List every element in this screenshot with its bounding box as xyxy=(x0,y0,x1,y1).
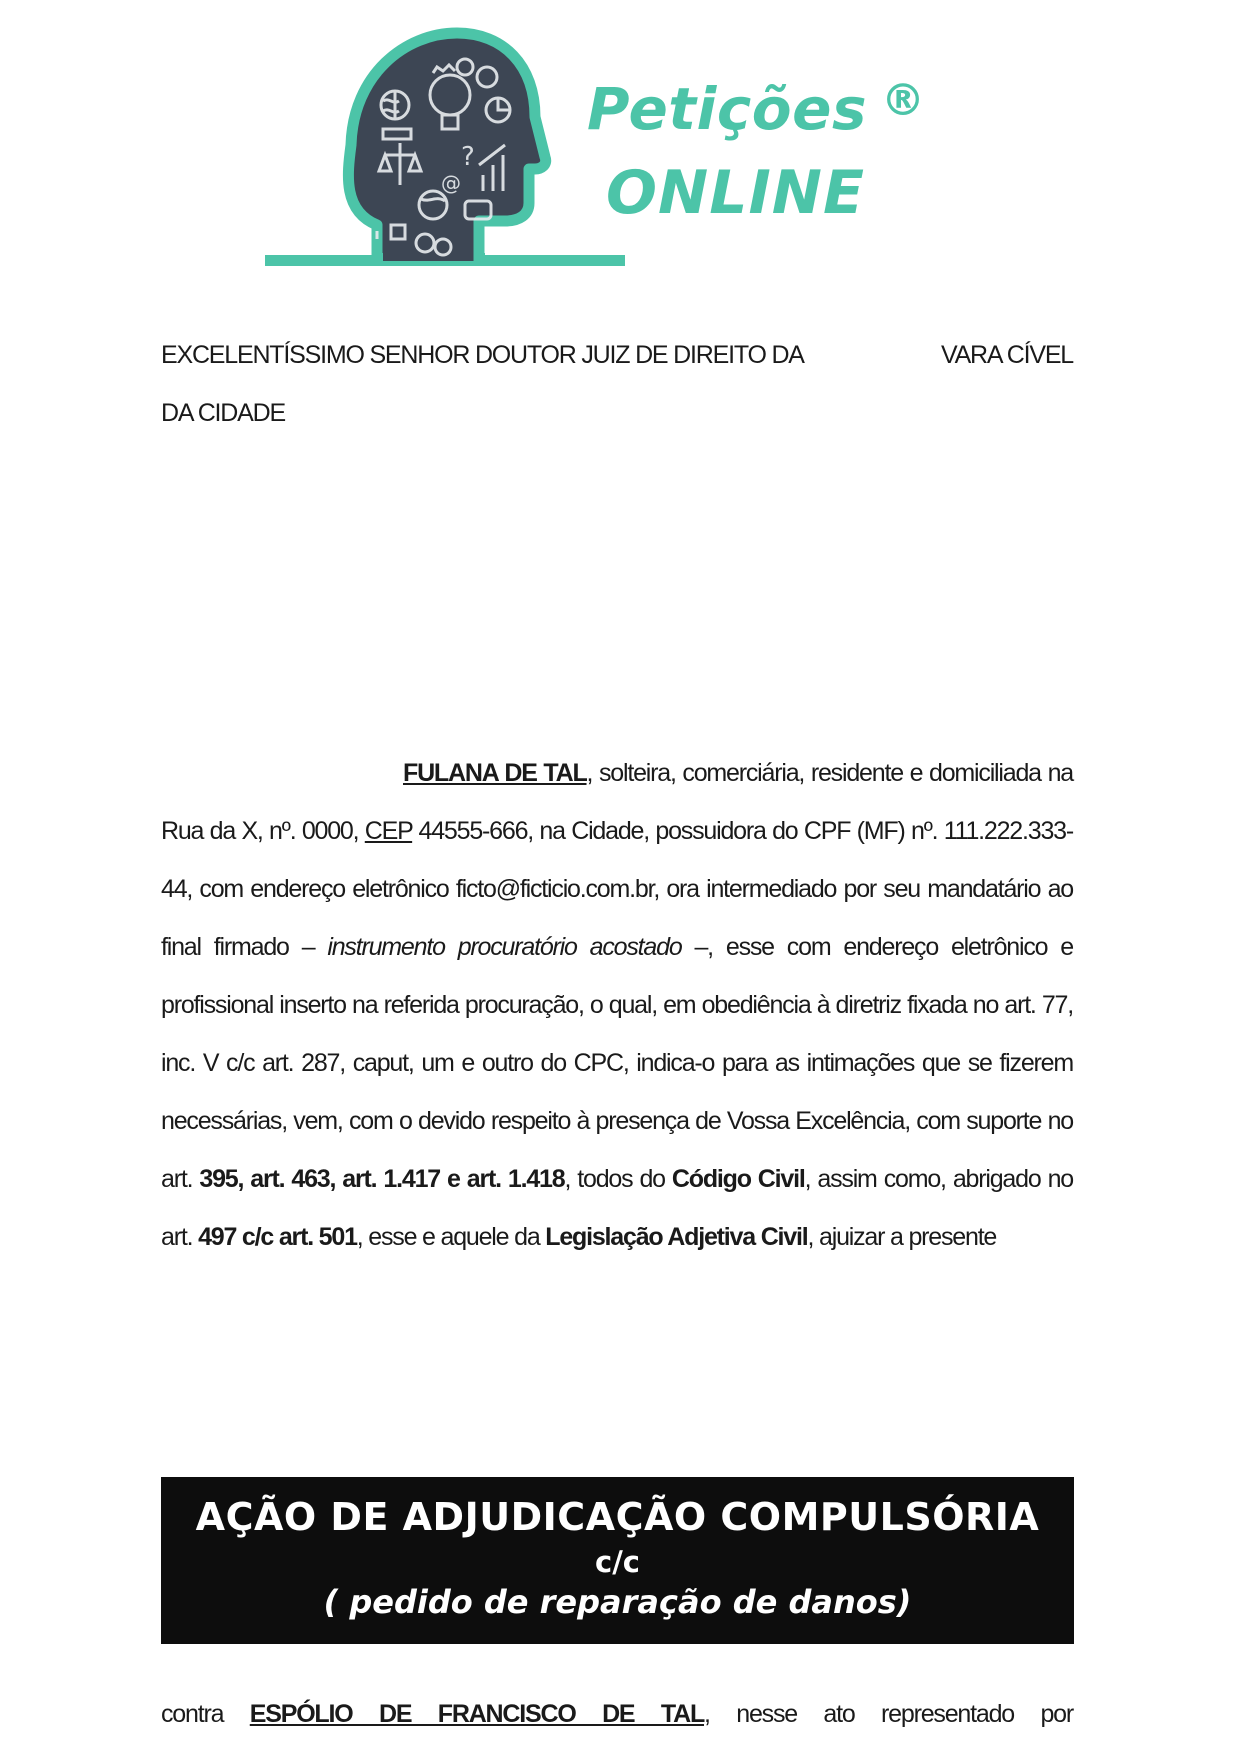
paragraph-text: –, esse com endereço eletrônico e profissional inserto na referida procuração, o qual, em obediência à diretriz fixada no art. 77, inc. V c/c art. 287, caput, um e outro do CPC, indica-o para as intimações que se fizerem necessárias, vem, com o devido respeito à presença de Vossa Excelência, com suporte no art. xyxy=(161,933,1074,1193)
plaintiff-name: FULANA DE TAL xyxy=(403,759,587,787)
defendant-prefix: contra xyxy=(161,1700,250,1728)
paragraph-text: , assim como, abrigado no art. xyxy=(161,1165,1073,1251)
defendant-line xyxy=(161,1700,1073,1729)
addressee-judge: EXCELENTÍSSIMO SENHOR DOUTOR JUIZ DE DIREITO DA xyxy=(161,341,804,369)
legislacao-adjetiva: Legislação Adjetiva Civil xyxy=(545,1223,808,1251)
addressee xyxy=(161,326,1073,442)
registered-mark: ® xyxy=(880,75,926,126)
svg-text:?: ? xyxy=(461,142,475,172)
paragraph-text: 44555-666, na Cidade, possuidora do CPF (MF) nº. 111.222.333-44, com endereço eletrônico ficto@ficticio.com.br, ora intermediado por seu mandatário ao final firmado – xyxy=(161,817,1073,961)
brand-name-line1 xyxy=(587,75,925,143)
action-subtitle: ( pedido de reparação de danos) xyxy=(323,1583,912,1621)
paragraph-text: , solteira, comerciária, residente e domiciliada na Rua da X, nº. 0000, xyxy=(161,759,1073,845)
addressee-line-1 xyxy=(161,326,1073,384)
svg-text:@: @ xyxy=(441,171,461,195)
paragraph-text: , ajuizar a presente xyxy=(807,1223,997,1251)
legal-articles-2: 497 c/c art. 501 xyxy=(198,1223,357,1251)
paragraph-text: , todos do xyxy=(564,1165,672,1193)
brand-name-line2: ONLINE xyxy=(606,158,865,228)
petition-paragraph xyxy=(161,744,1073,1266)
codigo-civil: Código Civil xyxy=(671,1165,805,1193)
action-title: AÇÃO DE ADJUDICAÇÃO COMPULSÓRIA xyxy=(195,1495,1040,1539)
brand-name: Petições xyxy=(587,75,867,143)
cep-label: CEP xyxy=(364,817,413,845)
paragraph-text: , esse e aquele da xyxy=(356,1223,546,1251)
action-title-box xyxy=(161,1477,1074,1644)
addressee-court: VARA CÍVEL xyxy=(940,341,1073,369)
addressee-line-2: DA CIDADE xyxy=(161,399,285,427)
defendant-suffix: , nesse ato representado por xyxy=(704,1700,1073,1728)
action-conjunction: c/c xyxy=(595,1545,640,1579)
defendant-name: ESPÓLIO DE FRANCISCO DE TAL xyxy=(249,1700,705,1728)
legal-articles: 395, art. 463, art. 1.417 e art. 1.418 xyxy=(199,1165,565,1193)
instrument-note: instrumento procuratório acostado xyxy=(327,933,682,961)
